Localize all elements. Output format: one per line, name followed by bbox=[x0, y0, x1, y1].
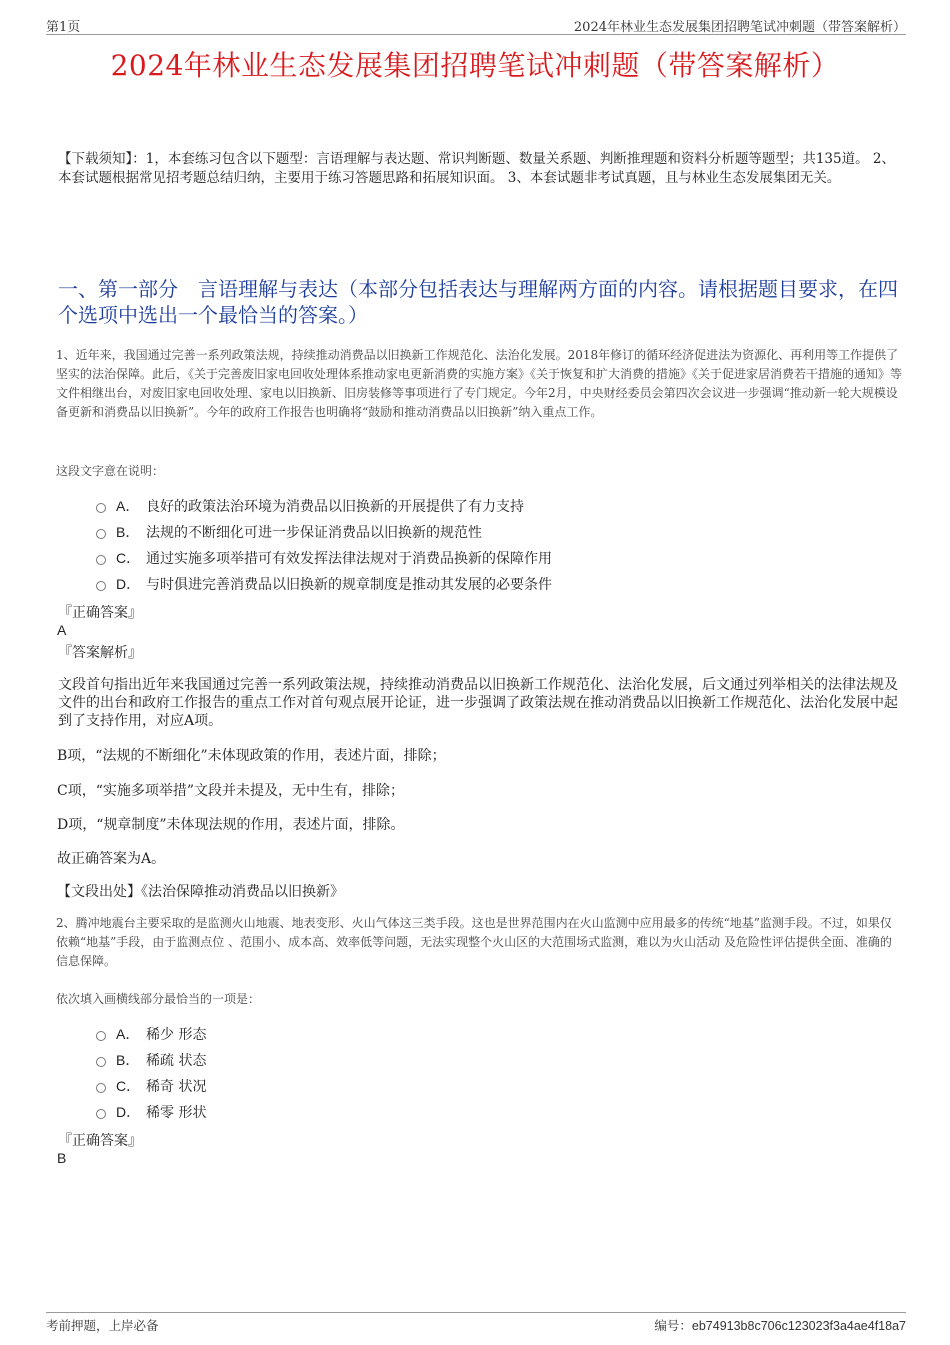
option-letter: D． bbox=[116, 576, 141, 592]
question-1-option-a[interactable] bbox=[96, 496, 524, 516]
radio-icon[interactable] bbox=[96, 1083, 106, 1093]
question-1-answer: A bbox=[57, 622, 67, 638]
option-text: 稀奇 状况 bbox=[146, 1079, 207, 1095]
option-letter: A． bbox=[116, 498, 140, 514]
radio-icon[interactable] bbox=[96, 503, 106, 513]
question-1-text: 1、近年来，我国通过完善一系列政策法规，持续推动消费品以旧换新工作规范化、法治化发展。2018年修订的循环经济促进法为资源化、再利用等工作提供了坚实的法治保障。此后，《关于完善废旧家电回收处理体系推动家电更新消费的实施方案》《关于恢复和扩大消费的措施》《关于促进家居消费若干措施的通知》等文件相继出台，对废旧家电回收处理、家电以旧换新、旧房装修等事项进行了专门规定。今年2月，中央财经委员会第四次会议进一步强调“推动新一轮大规模设备更新和消费品以旧换新”。今年的政府工作报告也明确将“鼓励和推动消费品以旧换新”纳入重点工作。 bbox=[56, 348, 903, 419]
option-letter: A． bbox=[116, 1026, 140, 1042]
radio-icon[interactable] bbox=[96, 581, 106, 591]
radio-icon[interactable] bbox=[96, 1109, 106, 1119]
document-title: 2024年林业生态发展集团招聘笔试冲刺题（带答案解析） bbox=[110, 49, 840, 82]
question-1-conclusion: 故正确答案为A。 bbox=[57, 851, 166, 867]
option-letter: B． bbox=[116, 524, 140, 540]
question-1-prompt: 这段文字意在说明： bbox=[56, 464, 165, 478]
question-1-analysis-label: 『答案解析』 bbox=[58, 645, 142, 661]
question-2-option-c[interactable] bbox=[96, 1076, 206, 1096]
question-2-answer: B bbox=[57, 1150, 67, 1166]
radio-icon[interactable] bbox=[96, 529, 106, 539]
radio-icon[interactable] bbox=[96, 555, 106, 565]
footer-code-label: 编号： bbox=[654, 1318, 692, 1333]
question-2-option-d[interactable] bbox=[96, 1102, 206, 1122]
option-letter: B． bbox=[116, 1052, 140, 1068]
download-notice: 【下载须知】：1，本套练习包含以下题型：言语理解与表达题、常识判断题、数量关系题、判断推理题和资料分析题等题型；共135道。 2、本套试题根据常见招考题总结归纳，主要用于练习答题思路和拓展知识面。 3、本套试题非考试真题，且与林业生态发展集团无关。 bbox=[58, 151, 895, 186]
page-number: 第1页 bbox=[46, 20, 81, 35]
footer-slogan: 考前押题，上岸必备 bbox=[46, 1318, 159, 1333]
question-1-option-b[interactable] bbox=[96, 522, 482, 542]
question-1-analysis-b: B项，“法规的不断细化”未体现政策的作用，表述片面，排除； bbox=[57, 748, 446, 764]
question-2-option-b[interactable] bbox=[96, 1050, 206, 1070]
option-letter: C． bbox=[116, 550, 141, 566]
question-1-option-c[interactable] bbox=[96, 548, 552, 568]
option-text: 稀零 形状 bbox=[146, 1105, 207, 1121]
header-doc-title: 2024年林业生态发展集团招聘笔试冲刺题（带答案解析） bbox=[573, 20, 906, 35]
question-1-analysis: 文段首句指出近年来我国通过完善一系列政策法规，持续推动消费品以旧换新工作规范化、法治化发展，后文通过列举相关的法律法规及文件的出台和政府工作报告的重点工作对首句观点展开论证，进一步强调了政策法规在推动消费品以旧换新工作规范化、法治化发展中起到了支持作用，对应A项。 bbox=[58, 677, 898, 729]
option-letter: D． bbox=[116, 1104, 141, 1120]
radio-icon[interactable] bbox=[96, 1031, 106, 1041]
footer-code bbox=[654, 1316, 906, 1334]
page-footer bbox=[46, 1312, 906, 1333]
question-2-option-a[interactable] bbox=[96, 1024, 206, 1044]
option-text: 法规的不断细化可进一步保证消费品以旧换新的规范性 bbox=[146, 525, 482, 541]
question-2-text: 2、腾冲地震台主要采取的是监测火山地震、地表变形、火山气体这三类手段。这也是世界范围内在火山监测中应用最多的传统“地基”监测手段。不过，如果仅依赖“地基”手段，由于监测点位 、范围小、成本高、效率低等问题，无法实现整个火山区的大范围场式监测，难以为火山活动 及危险性评估提供全面、准确的信息保障。 bbox=[56, 916, 892, 968]
section-heading: 一、第一部分 言语理解与表达（本部分包括表达与理解两方面的内容。请根据题目要求，在四个选项中选出一个最恰当的答案。） bbox=[58, 277, 898, 327]
question-1-analysis-d: D项，“规章制度”未体现法规的作用，表述片面，排除。 bbox=[57, 817, 405, 833]
option-text: 通过实施多项举措可有效发挥法律法规对于消费品换新的保障作用 bbox=[146, 551, 552, 567]
question-1-source: 【文段出处】《法治保障推动消费品以旧换新》 bbox=[57, 884, 344, 900]
question-1-answer-label: 『正确答案』 bbox=[58, 605, 142, 621]
footer-code-value: eb74913b8c706c123023f3a4ae4f18a7 bbox=[691, 1319, 906, 1333]
option-letter: C． bbox=[116, 1078, 141, 1094]
question-1-option-d[interactable] bbox=[96, 574, 552, 594]
option-text: 与时俱进完善消费品以旧换新的规章制度是推动其发展的必要条件 bbox=[146, 577, 552, 593]
question-1-analysis-c: C项，“实施多项举措”文段并未提及，无中生有，排除； bbox=[57, 783, 405, 799]
radio-icon[interactable] bbox=[96, 1057, 106, 1067]
option-text: 稀疏 状态 bbox=[146, 1053, 207, 1069]
page-header bbox=[46, 14, 906, 35]
option-text: 良好的政策法治环境为消费品以旧换新的开展提供了有力支持 bbox=[146, 499, 524, 515]
question-2-prompt: 依次填入画横线部分最恰当的一项是： bbox=[56, 992, 261, 1006]
question-2-answer-label: 『正确答案』 bbox=[58, 1133, 142, 1149]
option-text: 稀少 形态 bbox=[146, 1027, 207, 1043]
